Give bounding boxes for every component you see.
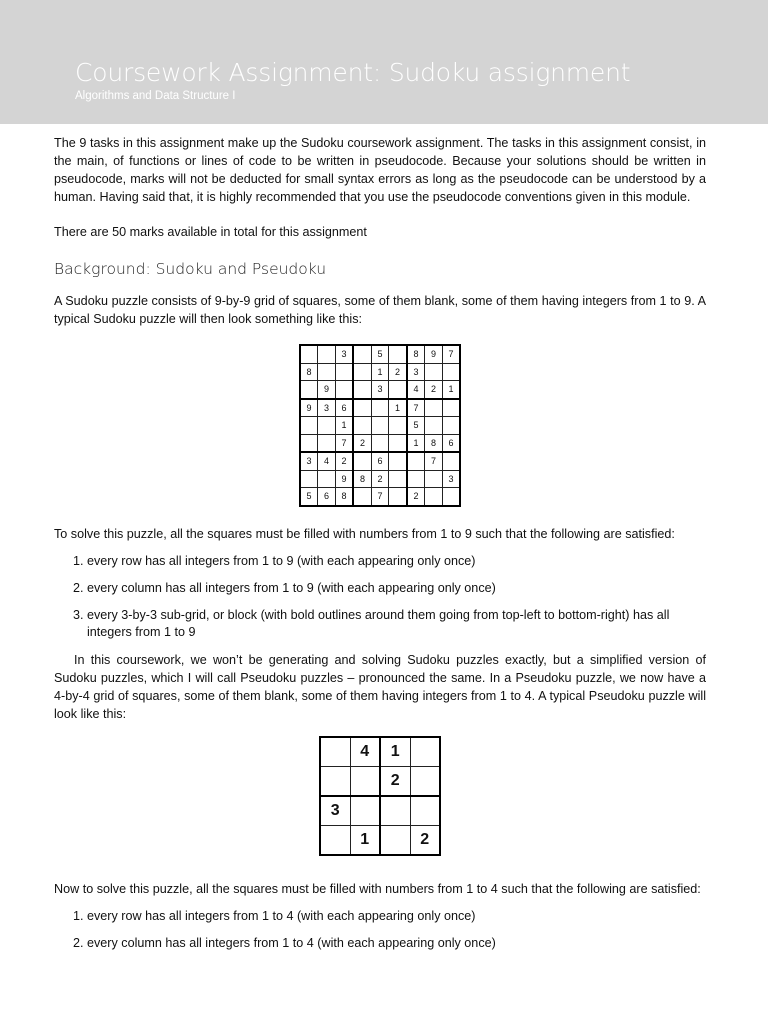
pseudoku-cell: 4: [350, 737, 380, 767]
sudoku-cell: [371, 434, 389, 452]
pseudoku-cell: [350, 796, 380, 826]
sudoku-cell: 5: [371, 345, 389, 363]
sudoku-cell: [389, 417, 407, 435]
sudoku-cell: [389, 345, 407, 363]
pseudoku-grid: [319, 736, 441, 856]
sudoku-cell: [425, 363, 443, 381]
sudoku-cell: [389, 452, 407, 470]
page-subtitle: Algorithms and Data Structure I: [75, 90, 236, 102]
sudoku-cell: 6: [335, 399, 353, 417]
page-header: [0, 0, 768, 124]
sudoku-grid: [299, 344, 462, 507]
sudoku-row: [300, 399, 461, 417]
sudoku-cell: 7: [407, 399, 425, 417]
sudoku-cell: 9: [335, 470, 353, 488]
sudoku-cell: 2: [425, 381, 443, 399]
sudoku-cell: [442, 399, 460, 417]
sudoku-cell: [300, 417, 318, 435]
sudoku-cell: [425, 399, 443, 417]
pseudoku-row: [320, 737, 440, 767]
sudoku-cell: [353, 417, 371, 435]
sudoku-rule: 1. every row has all integers from 1 to 9 (with each appearing only once): [87, 553, 706, 570]
sudoku-cell: [335, 381, 353, 399]
sudoku-cell: 7: [425, 452, 443, 470]
sudoku-cell: [407, 470, 425, 488]
sudoku-row: [300, 381, 461, 399]
sudoku-figure: [54, 344, 706, 507]
sudoku-cell: [318, 363, 336, 381]
sudoku-cell: 3: [318, 399, 336, 417]
sudoku-row: [300, 488, 461, 506]
sudoku-cell: [300, 381, 318, 399]
sudoku-row: [300, 345, 461, 363]
pseudoku-cell: [320, 766, 350, 796]
sudoku-cell: [353, 488, 371, 506]
pseudoku-cell: 2: [410, 825, 440, 855]
sudoku-cell: 7: [442, 345, 460, 363]
pseudoku-cell: 1: [380, 737, 410, 767]
sudoku-cell: [353, 381, 371, 399]
sudoku-cell: 1: [407, 434, 425, 452]
sudoku-cell: 3: [442, 470, 460, 488]
sudoku-cell: [425, 488, 443, 506]
sudoku-cell: 9: [300, 399, 318, 417]
sudoku-cell: [442, 417, 460, 435]
sudoku-cell: 2: [353, 434, 371, 452]
pseudoku-description: In this coursework, we won’t be generating and solving Sudoku puzzles exactly, but a simplified version of Sudoku puzzles, which I will call Pseudoku puzzles – pronounced the same. In a Pseudoku puzzle, we now have a 4-by-4 grid of squares, some of them blank, some of them having integers from 1 to 4. A typical Pseudoku puzzle will look like this:: [54, 652, 706, 721]
sudoku-cell: 1: [442, 381, 460, 399]
sudoku-cell: [371, 399, 389, 417]
pseudoku-rules-intro: Now to solve this puzzle, all the squares must be filled with numbers from 1 to 4 such that the following are satisfied:: [54, 881, 701, 896]
pseudoku-cell: [320, 737, 350, 767]
sudoku-cell: [353, 345, 371, 363]
sudoku-cell: 2: [389, 363, 407, 381]
pseudoku-cell: [410, 737, 440, 767]
sudoku-cell: 2: [407, 488, 425, 506]
sudoku-cell: 8: [353, 470, 371, 488]
sudoku-cell: [371, 417, 389, 435]
sudoku-cell: 7: [335, 434, 353, 452]
pseudoku-cell: [350, 766, 380, 796]
sudoku-rule: 2. every column has all integers from 1 to 9 (with each appearing only once): [87, 580, 706, 597]
sudoku-row: [300, 470, 461, 488]
pseudoku-rules-list: [54, 908, 706, 952]
page-title: Coursework Assignment: Sudoku assignment: [75, 58, 631, 87]
sudoku-cell: [353, 399, 371, 417]
pseudoku-row: [320, 796, 440, 826]
sudoku-cell: 9: [425, 345, 443, 363]
section-heading: Background: Sudoku and Pseudoku: [54, 260, 327, 278]
sudoku-cell: 2: [335, 452, 353, 470]
sudoku-cell: 1: [389, 399, 407, 417]
sudoku-cell: 4: [407, 381, 425, 399]
pseudoku-row: [320, 825, 440, 855]
sudoku-cell: [389, 381, 407, 399]
sudoku-cell: 4: [318, 452, 336, 470]
sudoku-cell: [407, 452, 425, 470]
sudoku-cell: 3: [335, 345, 353, 363]
pseudoku-cell: 1: [350, 825, 380, 855]
sudoku-cell: 8: [425, 434, 443, 452]
marks-paragraph: There are 50 marks available in total for this assignment: [54, 225, 367, 239]
sudoku-cell: 1: [371, 363, 389, 381]
sudoku-cell: 7: [371, 488, 389, 506]
sudoku-row: [300, 417, 461, 435]
sudoku-row: [300, 452, 461, 470]
sudoku-cell: 8: [335, 488, 353, 506]
sudoku-cell: 5: [407, 417, 425, 435]
sudoku-cell: [300, 345, 318, 363]
pseudoku-cell: [320, 825, 350, 855]
sudoku-cell: [442, 363, 460, 381]
sudoku-cell: 6: [442, 434, 460, 452]
sudoku-cell: [425, 417, 443, 435]
sudoku-cell: [300, 434, 318, 452]
sudoku-cell: 6: [318, 488, 336, 506]
sudoku-rules-intro: To solve this puzzle, all the squares must be filled with numbers from 1 to 9 such that the following are satisfied:: [54, 526, 675, 541]
sudoku-cell: 3: [407, 363, 425, 381]
pseudoku-cell: [410, 796, 440, 826]
sudoku-cell: [318, 345, 336, 363]
pseudoku-cell: 3: [320, 796, 350, 826]
sudoku-cell: [335, 363, 353, 381]
sudoku-cell: [353, 452, 371, 470]
sudoku-cell: [300, 470, 318, 488]
sudoku-cell: [318, 470, 336, 488]
pseudoku-rule: 2. every column has all integers from 1 to 4 (with each appearing only once): [87, 935, 706, 952]
sudoku-cell: 1: [335, 417, 353, 435]
sudoku-cell: 5: [300, 488, 318, 506]
sudoku-cell: [353, 363, 371, 381]
pseudoku-cell: [410, 766, 440, 796]
document-body: [54, 134, 706, 952]
sudoku-cell: 9: [318, 381, 336, 399]
sudoku-rule: 3. every 3-by-3 sub-grid, or block (with bold outlines around them going from top-left to bottom-right) has all integers from 1 to 9: [87, 607, 706, 641]
sudoku-cell: [389, 470, 407, 488]
sudoku-cell: [442, 452, 460, 470]
sudoku-description: A Sudoku puzzle consists of 9-by-9 grid of squares, some of them blank, some of them having integers from 1 to 9. A typical Sudoku puzzle will then look something like this:: [54, 294, 706, 326]
sudoku-row: [300, 363, 461, 381]
sudoku-rules-list: [54, 553, 706, 641]
intro-paragraph: The 9 tasks in this assignment make up the Sudoku coursework assignment. The tasks in this assignment consist, in the main, of functions or lines of code to be written in pseudocode. Because your solutions should be written in pseudocode, marks will not be deducted for small syntax errors as long as the pseudocode can be understood by a human. Having said that, it is highly recommended that you use the pseudocode conventions given in this module.: [54, 136, 706, 204]
sudoku-cell: [442, 488, 460, 506]
pseudoku-cell: [380, 825, 410, 855]
sudoku-cell: 8: [407, 345, 425, 363]
sudoku-cell: 2: [371, 470, 389, 488]
sudoku-cell: [389, 434, 407, 452]
sudoku-cell: 6: [371, 452, 389, 470]
sudoku-cell: [318, 434, 336, 452]
sudoku-cell: 8: [300, 363, 318, 381]
sudoku-cell: [389, 488, 407, 506]
sudoku-cell: 3: [300, 452, 318, 470]
pseudoku-cell: 2: [380, 766, 410, 796]
pseudoku-figure: [54, 736, 706, 856]
pseudoku-cell: [380, 796, 410, 826]
sudoku-row: [300, 434, 461, 452]
sudoku-cell: [318, 417, 336, 435]
sudoku-cell: 3: [371, 381, 389, 399]
sudoku-cell: [425, 470, 443, 488]
pseudoku-rule: 1. every row has all integers from 1 to 4 (with each appearing only once): [87, 908, 706, 925]
pseudoku-row: [320, 766, 440, 796]
